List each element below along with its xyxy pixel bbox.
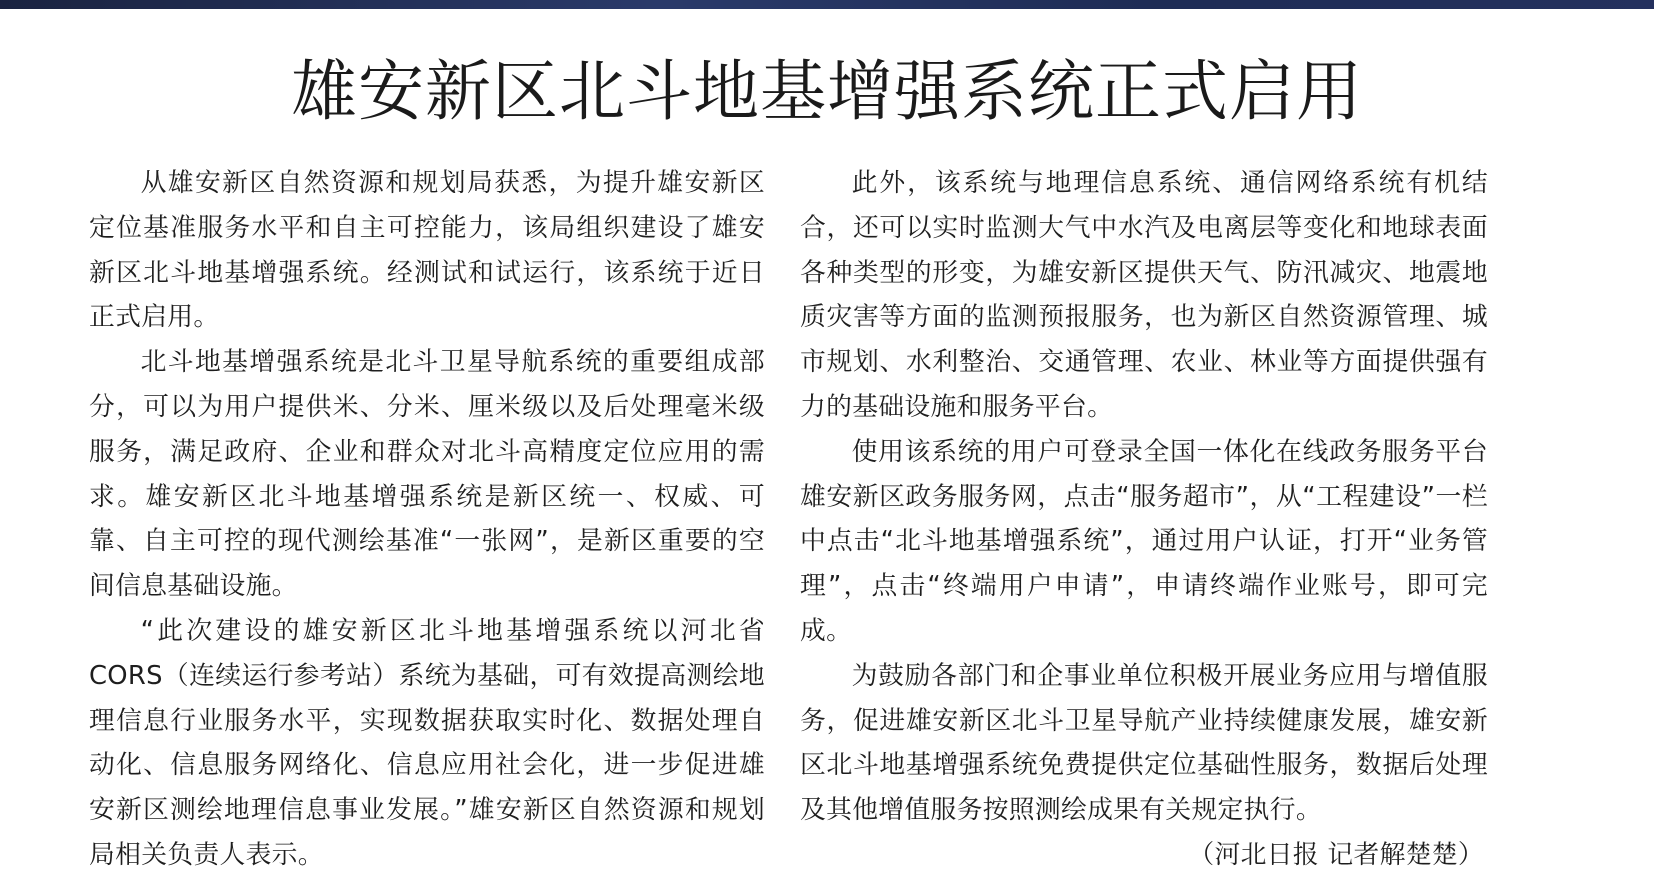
article-column-right (800, 161, 1488, 878)
top-decorative-bar (0, 0, 1654, 9)
article-title: 雄安新区北斗地基增强系统正式启用 (291, 53, 1363, 130)
paragraph: “此次建设的雄安新区北斗地基增强系统以河北省CORS（连续运行参考站）系统为基础，可有效提高测绘地理信息行业服务水平，实现数据获取实时化、数据处理自动化、信息服务网络化、信息应用社会化，进一步促进雄安新区测绘地理信息事业发展。”雄安新区自然资源和规划局相关负责人表示。 (89, 615, 765, 870)
paragraph: 此外，该系统与地理信息系统、通信网络系统有机结合，还可以实时监测大气中水汽及电离层等变化和地球表面各种类型的形变，为雄安新区提供天气、防汛减灾、地震地质灾害等方面的监测预报服务，也为新区自然资源管理、城市规划、水利整治、交通管理、农业、林业等方面提供强有力的基础设施和服务平台。 (800, 168, 1488, 422)
paragraph: 使用该系统的用户可登录全国一体化在线政务服务平台雄安新区政务服务网，点击“服务超市”，从“工程建设”一栏中点击“北斗地基增强系统”，通过用户认证，打开“业务管理”，点击“终端用户申请”，申请终端作业账号，即可完成。 (800, 436, 1488, 646)
paragraph: 为鼓励各部门和企事业单位积极开展业务应用与增值服务，促进雄安新区北斗卫星导航产业持续健康发展，雄安新区北斗地基增强系统免费提供定位基础性服务，数据后处理及其他增值服务按照测绘成果有关规定执行。 (800, 660, 1488, 826)
article-byline: （河北日报 记者解楚楚） (1188, 839, 1484, 870)
paragraph: 从雄安新区自然资源和规划局获悉，为提升雄安新区定位基准服务水平和自主可控能力，该局组织建设了雄安新区北斗地基增强系统。经测试和试运行，该系统于近日正式启用。 (89, 168, 765, 333)
article-column-left (89, 161, 765, 878)
paragraph: 北斗地基增强系统是北斗卫星导航系统的重要组成部分，可以为用户提供米、分米、厘米级以及后处理毫米级服务，满足政府、企业和群众对北斗高精度定位应用的需求。雄安新区北斗地基增强系统是新区统一、权威、可靠、自主可控的现代测绘基准“一张网”，是新区重要的空间信息基础设施。 (89, 347, 765, 602)
